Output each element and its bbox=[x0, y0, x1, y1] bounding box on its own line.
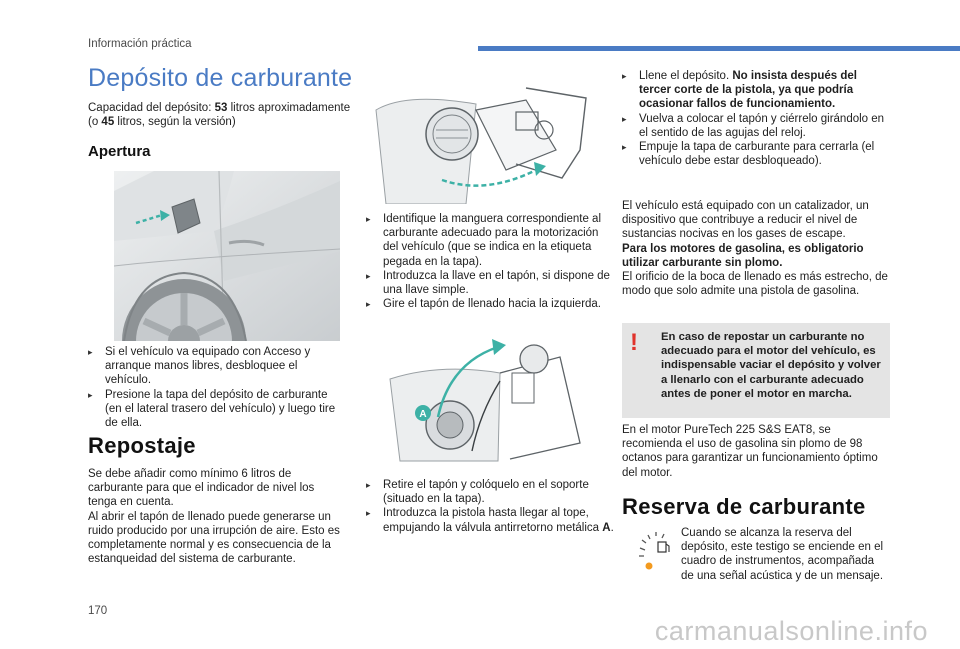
arrow-bullet-icon: ▸ bbox=[366, 508, 371, 519]
repostaje-paragraph-1: Se debe añadir como mínimo 6 litros de carburante para que el indicador de nivel los tenga en cuenta. bbox=[88, 468, 315, 509]
warning-text: En caso de repostar un carburante no adecuado para el motor del vehículo, es indispensable vaciar el depósito y volver a llenarlo con el carburante adecuado antes de poner el motor en marcha. bbox=[661, 331, 881, 400]
filler-neck-illustration bbox=[380, 333, 590, 463]
list-item bbox=[88, 345, 343, 388]
watermark: carmanualsonline.info bbox=[654, 616, 928, 646]
valve-ref: A bbox=[602, 521, 611, 534]
fuel-cap-illustration bbox=[366, 80, 616, 204]
list-item bbox=[366, 269, 616, 297]
arrow-bullet-icon: ▸ bbox=[366, 480, 371, 490]
middle-bullet-text: Introduzca la llave en el tapón, si dispone de una llave simple. bbox=[383, 269, 610, 297]
arrow-bullet-icon: ▸ bbox=[366, 299, 371, 310]
capacity-text bbox=[88, 101, 358, 129]
capacity-mid: litros aproximadamente (o bbox=[88, 102, 351, 129]
middle-bullets-top bbox=[366, 212, 616, 311]
arrow-bullet-icon: ▸ bbox=[622, 113, 627, 124]
apertura-bullet-text: Si el vehículo va equipado con Acceso y arranque manos libres, desbloquee el vehículo. bbox=[105, 346, 311, 387]
apertura-bullets bbox=[88, 345, 343, 430]
list-item bbox=[622, 112, 890, 140]
apertura-bullet-text: Presione la tapa del depósito de carburante (en el lateral trasero del vehículo) y luego tire de ella. bbox=[105, 388, 336, 430]
list-item bbox=[88, 388, 343, 431]
right-bullet-text: Empuje la tapa de carburante para cerrarla (el vehículo debe estar desbloqueado). bbox=[639, 141, 875, 168]
repostaje-text bbox=[88, 467, 346, 566]
reserva-text: Cuando se alcanza la reserva del depósito, este testigo se enciende en el cuadro de instrumentos, acompañada de una señal acústica y de un mensaje. bbox=[681, 527, 884, 582]
list-item bbox=[366, 297, 616, 311]
list-item bbox=[622, 140, 890, 168]
list-item bbox=[622, 69, 890, 112]
section-header: Información práctica bbox=[88, 38, 192, 50]
fill-instruction: Llene el depósito. bbox=[639, 70, 733, 82]
catalyst-paragraph: El vehículo está equipado con un catalizador, un dispositivo que contribuye a reducir el nivel de sustancias nocivas en los gases de escape. bbox=[622, 200, 869, 241]
warning-box bbox=[622, 323, 890, 418]
capacity-value-45: 45 bbox=[101, 116, 115, 129]
catalyst-text bbox=[622, 199, 892, 298]
middle-bullet-text: Gire el tapón de llenado hacia la izquierda. bbox=[383, 298, 602, 311]
fill-warning: No insista después del tercer corte de la pistola, ya que podría ocasionar fallos de funcionamiento. bbox=[639, 70, 857, 111]
arrow-bullet-icon: ▸ bbox=[366, 270, 371, 281]
repostaje-paragraph-2: Al abrir el tapón de llenado puede generarse un ruido producido por una irrupción de aire. Esto es completamente normal y es consecuencia de la estanqueidad del sistema de carburante. bbox=[88, 510, 340, 566]
valve-text-end: . bbox=[610, 521, 614, 534]
arrow-bullet-icon: ▸ bbox=[622, 142, 627, 153]
arrow-bullet-icon: ▸ bbox=[88, 347, 93, 357]
reserva-heading: Reserva de carburante bbox=[622, 494, 866, 519]
valve-label-a: A bbox=[419, 409, 427, 420]
header-accent-bar bbox=[478, 46, 960, 51]
arrow-bullet-icon: ▸ bbox=[622, 71, 627, 81]
capacity-value-53: 53 bbox=[214, 102, 228, 114]
middle-bullet-text: Retire el tapón y colóquelo en el soporte (situado en la tapa). bbox=[383, 479, 589, 506]
orifice-paragraph: El orificio de la boca de llenado es más estrecho, de modo que solo admite una pistola de gasolina. bbox=[622, 271, 888, 298]
capacity-suffix: litros, según la versión) bbox=[114, 116, 236, 129]
page-number: 170 bbox=[88, 605, 108, 617]
warning-exclamation-icon: ! bbox=[630, 329, 638, 356]
engine-note: En el motor PureTech 225 S&S EAT8, se recomienda el uso de gasolina sin plomo de 98 octanos para garantizar un funcionamiento óptimo del motor. bbox=[622, 424, 878, 479]
apertura-heading: Apertura bbox=[88, 143, 151, 160]
unleaded-warning: Para los motores de gasolina, es obligatorio utilizar carburante sin plomo. bbox=[622, 242, 864, 269]
right-bullets bbox=[622, 69, 890, 168]
repostaje-heading: Repostaje bbox=[88, 433, 196, 458]
list-item bbox=[366, 506, 616, 534]
middle-bullet-text bbox=[383, 506, 616, 534]
car-fuel-flap-illustration bbox=[114, 171, 340, 341]
right-bullet-text: Vuelva a colocar el tapón y ciérrelo girándolo en el sentido de las agujas del reloj. bbox=[639, 112, 885, 139]
right-bullet-text bbox=[639, 69, 890, 112]
arrow-bullet-icon: ▸ bbox=[366, 214, 371, 224]
capacity-prefix: Capacidad del depósito: bbox=[88, 102, 215, 114]
middle-bullets-bottom bbox=[366, 478, 616, 535]
fuel-warning-lamp-icon bbox=[636, 526, 674, 570]
list-item bbox=[366, 212, 616, 269]
middle-bullet-text: Identifique la manguera correspondiente al carburante adecuado para la motorización del vehículo (que se indica en la etiqueta pegada en la tapa). bbox=[383, 213, 602, 268]
list-item bbox=[366, 478, 616, 506]
page-title: Depósito de carburante bbox=[88, 64, 353, 92]
arrow-bullet-icon: ▸ bbox=[88, 389, 93, 400]
valve-text: Introduzca la pistola hasta llegar al tope, empujando la válvula antirretorno metálica bbox=[383, 507, 603, 534]
